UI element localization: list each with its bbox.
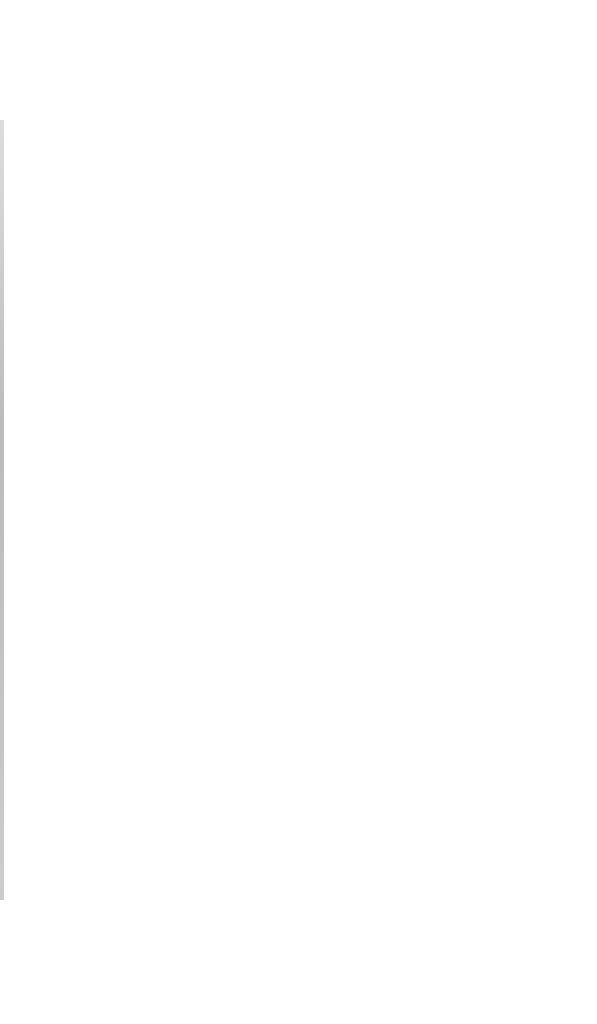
binding-edge [0, 120, 4, 900]
